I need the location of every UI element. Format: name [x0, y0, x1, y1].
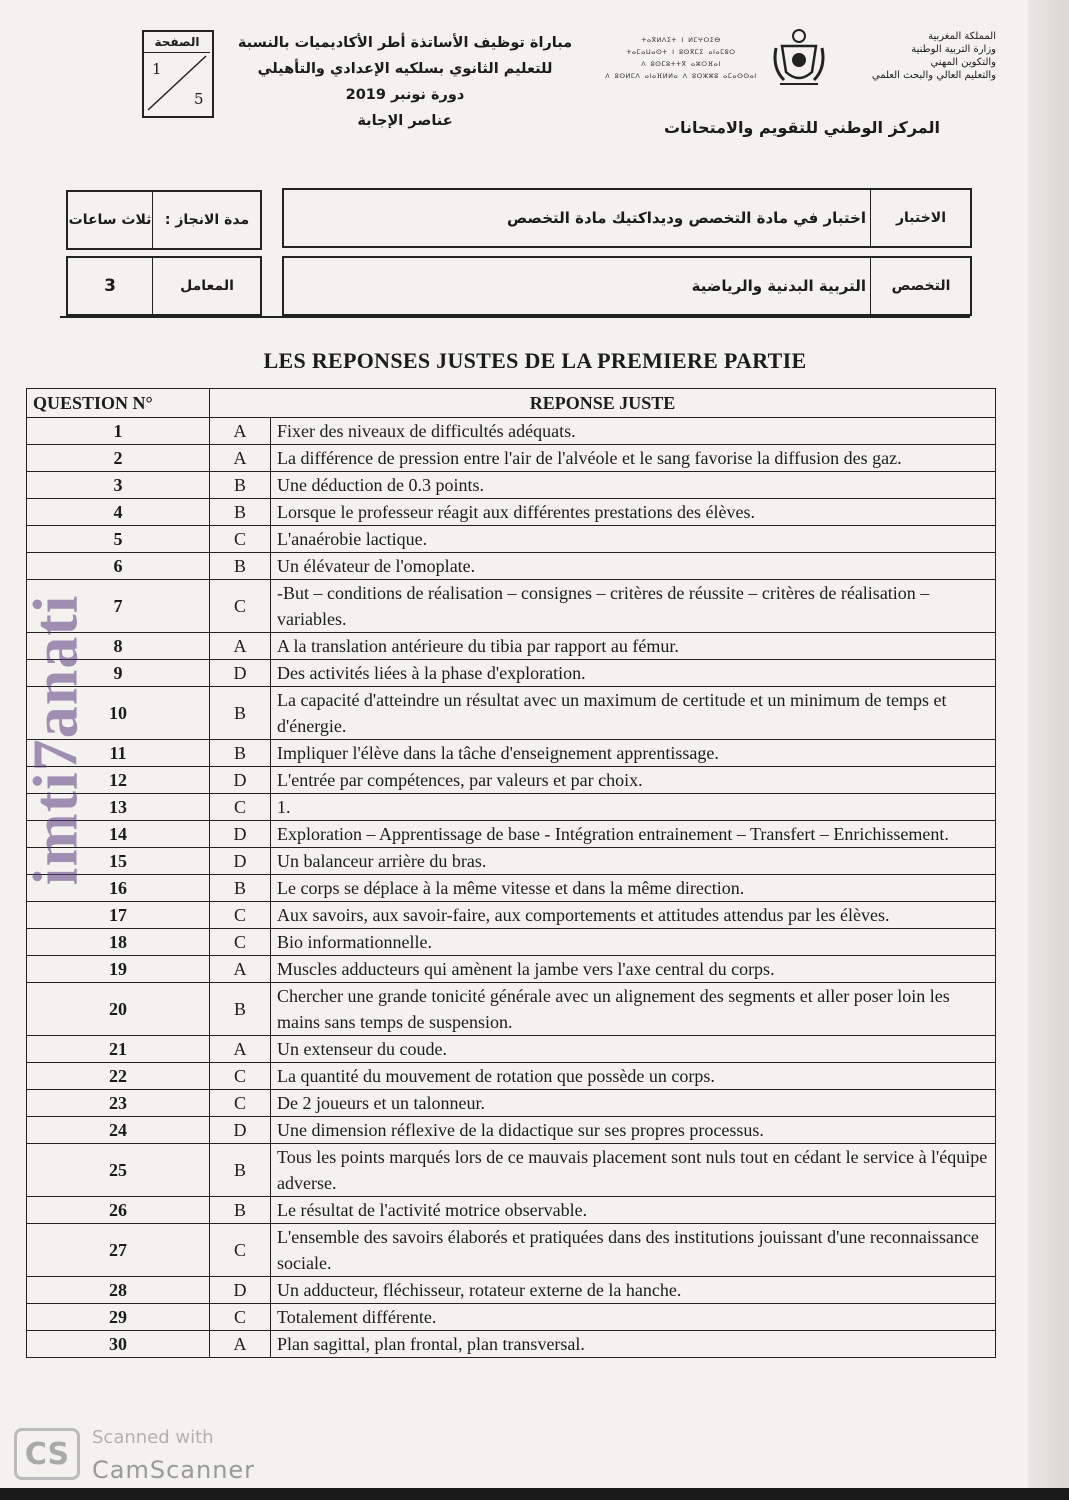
answer-text: Tous les points marqués lors de ce mauvais placement sont nuls tout en cédant le service à l'équipe adverse. [271, 1144, 996, 1197]
table-row [27, 418, 996, 445]
exam-title-line: عناصر الإجابة [357, 113, 453, 129]
ministry-line: والتكوين المهني [930, 57, 996, 68]
page-title: LES REPONSES JUSTES DE LA PREMIERE PARTIE [263, 348, 807, 373]
answer-text: Aux savoirs, aux savoir-faire, aux comportements et attitudes attendus par les élèves. [271, 902, 996, 929]
question-number: 4 [27, 499, 210, 526]
exam-title-line: مباراة توظيف الأساتذة أطر الأكاديميات بالنسبة [237, 35, 573, 51]
ministry-block [826, 30, 996, 82]
page-total: 5 [194, 90, 204, 108]
question-number: 10 [27, 687, 210, 740]
answer-text: Fixer des niveaux de difficultés adéquats. [271, 418, 996, 445]
camscanner-text: CamScanner [92, 1456, 256, 1484]
question-number: 25 [27, 1144, 210, 1197]
coat-of-arms-icon [772, 28, 826, 88]
question-number: 1 [27, 418, 210, 445]
answer-text: Exploration – Apprentissage de base - Intégration entrainement – Transfert – Enrichissement. [271, 821, 996, 848]
divider [152, 258, 153, 314]
divider [870, 258, 871, 314]
answer-text: Un extenseur du coude. [271, 1036, 996, 1063]
question-number: 26 [27, 1197, 210, 1224]
table-row [27, 1144, 996, 1197]
coefficient-value: 3 [104, 276, 116, 296]
ministry-line: وزارة التربية الوطنية [911, 44, 996, 55]
question-number: 12 [27, 767, 210, 794]
exam-title [220, 30, 590, 134]
question-number: 18 [27, 929, 210, 956]
table-row [27, 687, 996, 740]
answers-table [26, 388, 996, 1358]
answer-text: L'anaérobie lactique. [271, 526, 996, 553]
answer-letter: D [210, 767, 271, 794]
answer-letter: B [210, 740, 271, 767]
answer-letter: A [210, 418, 271, 445]
table-row [27, 633, 996, 660]
answer-text: Plan sagittal, plan frontal, plan transversal. [271, 1331, 996, 1358]
question-number: 28 [27, 1277, 210, 1304]
question-number: 21 [27, 1036, 210, 1063]
answer-text: 1. [271, 794, 996, 821]
answer-text: Un adducteur, fléchisseur, rotateur externe de la hanche. [271, 1277, 996, 1304]
answer-text: Le résultat de l'activité motrice observable. [271, 1197, 996, 1224]
question-number: 7 [27, 580, 210, 633]
coefficient-label: المعامل [180, 278, 234, 294]
answer-letter: B [210, 1144, 271, 1197]
tifinagh-line: ⵜⴰⴳⵍⴷⵉⵜ ⵏ ⵍⵎⵖⵔⵉⴱ [641, 36, 721, 44]
answer-text: La capacité d'atteindre un résultat avec un maximum de certitude et un minimum de temps et d'énergie. [271, 687, 996, 740]
question-number: 2 [27, 445, 210, 472]
answer-text: Une déduction de 0.3 points. [271, 472, 996, 499]
answer-text: Impliquer l'élève dans la tâche d'enseignement apprentissage. [271, 740, 996, 767]
camscanner-logo-icon: CS [14, 1428, 80, 1480]
page-number-box [142, 30, 214, 118]
answer-letter: D [210, 1117, 271, 1144]
answer-text: -But – conditions de réalisation – consignes – critères de réussite – critères de réalisation – variables. [271, 580, 996, 633]
answer-letter: C [210, 902, 271, 929]
question-number: 9 [27, 660, 210, 687]
answer-letter: B [210, 553, 271, 580]
tifinagh-line: ⴷ ⵓⵙⵍⵎⴷ ⴰⵏⴰⴼⵍⵍⴰ ⴷ ⵓⵔⵣⵣⵓ ⴰⵎⴰⵙⵙⴰⵏ [605, 72, 757, 80]
answer-text: Un balanceur arrière du bras. [271, 848, 996, 875]
question-number: 30 [27, 1331, 210, 1358]
question-number: 8 [27, 633, 210, 660]
table-header-row [27, 389, 996, 418]
question-number: 17 [27, 902, 210, 929]
answer-text: Un élévateur de l'omoplate. [271, 553, 996, 580]
answer-text: L'ensemble des savoirs élaborés et pratiquées dans des institutions jouissant d'une reconnaissance sociale. [271, 1224, 996, 1277]
answer-text: Totalement différente. [271, 1304, 996, 1331]
answer-text: L'entrée par compétences, par valeurs et par choix. [271, 767, 996, 794]
table-row [27, 1331, 996, 1358]
question-number: 20 [27, 983, 210, 1036]
table-row [27, 956, 996, 983]
answer-text: Chercher une grande tonicité générale avec un alignement des segments et aller poser loin les mains sans temps de suspension. [271, 983, 996, 1036]
center-name: المركز الوطني للتقويم والامتحانات [663, 118, 940, 137]
answer-letter: A [210, 445, 271, 472]
answer-letter: B [210, 1197, 271, 1224]
tifinagh-line: ⵜⴰⵎⴰⵡⴰⵙⵜ ⵏ ⵓⵙⴳⵎⵉ ⴰⵏⴰⵎⵓⵔ [626, 48, 736, 56]
table-row [27, 929, 996, 956]
question-number: 5 [27, 526, 210, 553]
answer-letter: B [210, 499, 271, 526]
table-row [27, 553, 996, 580]
answer-letter: B [210, 472, 271, 499]
question-number: 24 [27, 1117, 210, 1144]
exam-title-line: دورة نونبر 2019 [345, 87, 465, 103]
table-row [27, 821, 996, 848]
table-row [27, 1277, 996, 1304]
page-edge [0, 1488, 1069, 1500]
answer-letter: C [210, 580, 271, 633]
question-number: 13 [27, 794, 210, 821]
tifinagh-block [596, 34, 766, 82]
answer-text: La différence de pression entre l'air de l'alvéole et le sang favorise la diffusion des gaz. [271, 445, 996, 472]
test-value: اختبار في مادة التخصص وديداكتيك مادة التخصص [506, 209, 866, 227]
answer-text: Le corps se déplace à la même vitesse et dans la même direction. [271, 875, 996, 902]
answer-letter: A [210, 956, 271, 983]
question-number: 27 [27, 1224, 210, 1277]
table-row [27, 1304, 996, 1331]
answer-text: Bio informationnelle. [271, 929, 996, 956]
table-row [27, 526, 996, 553]
answer-letter: B [210, 875, 271, 902]
answer-letter: C [210, 1304, 271, 1331]
divider [870, 190, 871, 246]
duration-value: ثلاث ساعات [68, 212, 152, 228]
question-number: 22 [27, 1063, 210, 1090]
test-label: الاختبار [895, 210, 947, 226]
answer-letter: B [210, 687, 271, 740]
test-box [282, 188, 972, 248]
table-row [27, 472, 996, 499]
table-row [27, 1063, 996, 1090]
answer-letter: A [210, 1331, 271, 1358]
specialty-value: التربية البدنية والرياضية [691, 277, 866, 295]
table-row [27, 902, 996, 929]
question-number: 6 [27, 553, 210, 580]
specialty-label: التخصص [891, 278, 951, 294]
question-number: 29 [27, 1304, 210, 1331]
ministry-line: المملكة المغربية [928, 31, 996, 42]
table-row [27, 740, 996, 767]
table-row [27, 1117, 996, 1144]
header-rule [60, 316, 970, 318]
watermark [10, 560, 100, 920]
answer-text: Lorsque le professeur réagit aux différentes prestations des élèves. [271, 499, 996, 526]
watermark-text: imti7anati [19, 594, 90, 886]
question-number: 16 [27, 875, 210, 902]
answer-letter: C [210, 794, 271, 821]
column-header-answer: REPONSE JUSTE [210, 389, 996, 418]
exam-title-line: للتعليم الثانوي بسلكيه الإعدادي والتأهيلي [257, 61, 553, 77]
duration-label: مدة الانجاز : [164, 212, 250, 228]
answer-letter: D [210, 821, 271, 848]
answer-letter: C [210, 1224, 271, 1277]
page-label: الصفحة [144, 32, 210, 53]
coefficient-box [66, 256, 262, 316]
table-row [27, 1197, 996, 1224]
divider [152, 192, 153, 248]
answer-letter: A [210, 633, 271, 660]
tifinagh-line: ⴷ ⵓⵙⵎⵓⵜⵜⴳ ⴰⵣⵔⴼⴰⵏ [641, 60, 721, 68]
table-row [27, 499, 996, 526]
answer-letter: D [210, 660, 271, 687]
answer-letter: C [210, 1063, 271, 1090]
answer-letter: A [210, 1036, 271, 1063]
duration-box [66, 190, 262, 250]
answer-text: De 2 joueurs et un talonneur. [271, 1090, 996, 1117]
specialty-box [282, 256, 972, 316]
table-row [27, 848, 996, 875]
table-row [27, 445, 996, 472]
column-header-question: QUESTION N° [27, 389, 210, 418]
answer-text: A la translation antérieure du tibia par rapport au fémur. [271, 633, 996, 660]
table-row [27, 767, 996, 794]
answer-text: Muscles adducteurs qui amènent la jambe vers l'axe central du corps. [271, 956, 996, 983]
answer-letter: B [210, 983, 271, 1036]
ministry-line: والتعليم العالي والبحث العلمي [871, 70, 996, 81]
answer-letter: C [210, 929, 271, 956]
table-row [27, 1090, 996, 1117]
question-number: 23 [27, 1090, 210, 1117]
question-number: 15 [27, 848, 210, 875]
table-row [27, 660, 996, 687]
question-number: 11 [27, 740, 210, 767]
table-row [27, 1224, 996, 1277]
answer-text: Une dimension réflexive de la didactique sur ses propres processus. [271, 1117, 996, 1144]
answer-letter: D [210, 1277, 271, 1304]
question-number: 19 [27, 956, 210, 983]
table-row [27, 794, 996, 821]
answer-letter: C [210, 526, 271, 553]
answer-text: La quantité du mouvement de rotation que possède un corps. [271, 1063, 996, 1090]
answer-letter: D [210, 848, 271, 875]
scanned-with-text: Scanned with [92, 1427, 214, 1448]
page-current: 1 [152, 60, 162, 78]
page-edge [1028, 0, 1069, 1500]
table-row [27, 580, 996, 633]
answer-letter: C [210, 1090, 271, 1117]
question-number: 14 [27, 821, 210, 848]
table-row [27, 875, 996, 902]
table-row [27, 983, 996, 1036]
table-row [27, 1036, 996, 1063]
answer-text: Des activités liées à la phase d'exploration. [271, 660, 996, 687]
question-number: 3 [27, 472, 210, 499]
